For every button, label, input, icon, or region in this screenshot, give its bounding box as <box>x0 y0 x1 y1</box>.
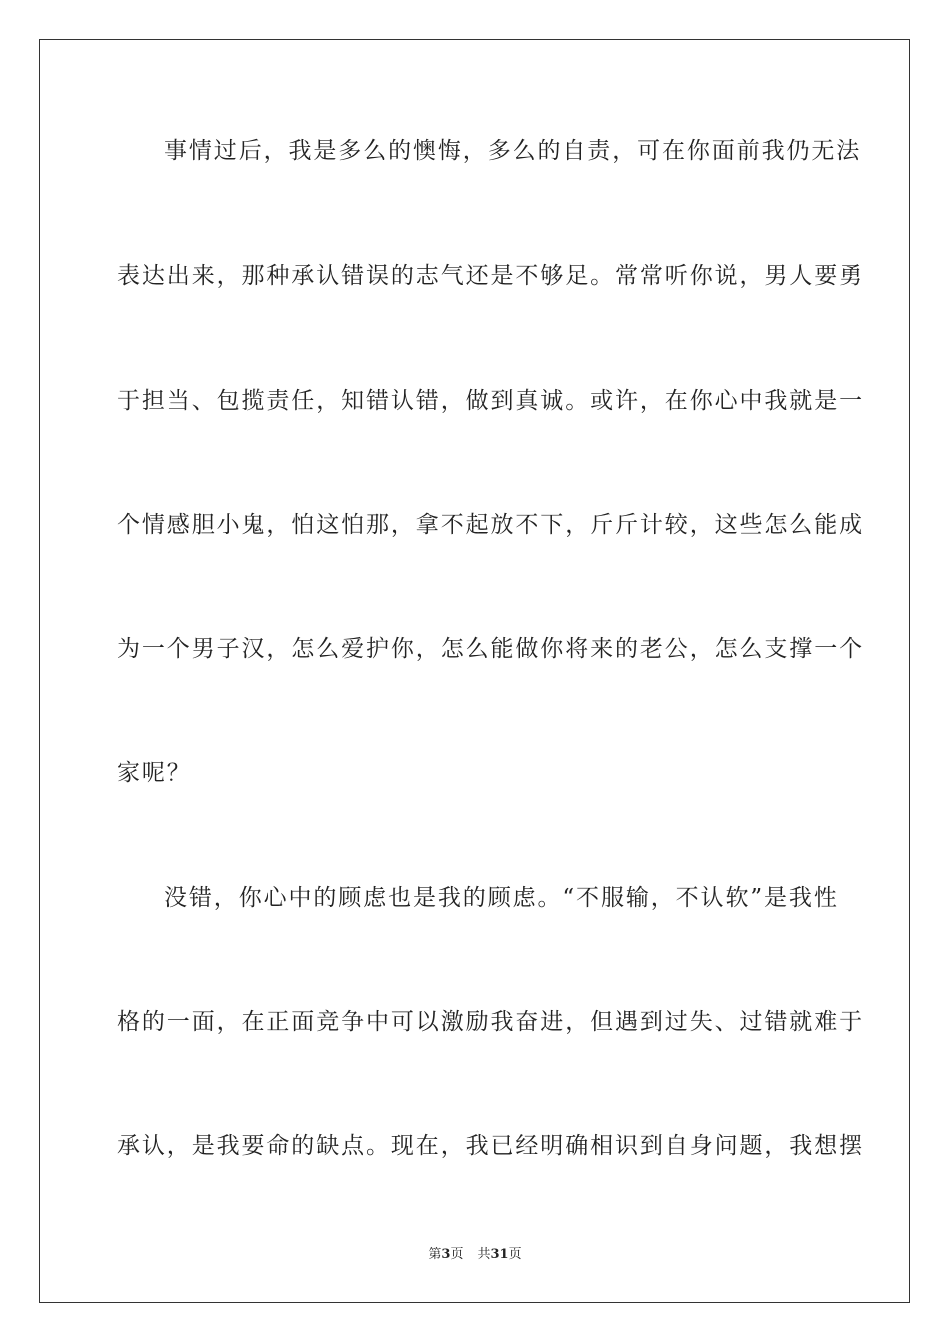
total-prefix: 共 <box>477 1247 491 1262</box>
text-line: 家呢？ <box>117 760 192 786</box>
text-line: 为一个男子汉，怎么爱护你，怎么能做你将来的老公，怎么支撑一个 <box>117 636 864 662</box>
page-border <box>39 39 910 1303</box>
text-line: 格的一面，在正面竞争中可以激励我奋进，但遇到过失、过错就难于 <box>117 1009 864 1035</box>
text-line: 表达出来，那种承认错误的志气还是不够足。常常听你说，男人要勇 <box>117 263 864 289</box>
text-line: 于担当、包揽责任，知错认错，做到真诚。或许，在你心中我就是一 <box>117 388 864 414</box>
text-line: 事情过后，我是多么的懊悔，多么的自责，可在你面前我仍无法 <box>164 138 862 164</box>
text-line: 个情感胆小鬼，怕这怕那，拿不起放不下，斤斤计较，这些怎么能成 <box>117 512 864 538</box>
page-suffix: 页 <box>450 1247 464 1262</box>
page-prefix: 第 <box>428 1247 442 1262</box>
total-pages: 31 <box>490 1247 509 1262</box>
text-line: 没错，你心中的顾虑也是我的顾虑。“不服输，不认软”是我性 <box>164 885 839 911</box>
total-suffix: 页 <box>508 1247 522 1262</box>
page-number: 3 <box>441 1247 451 1262</box>
page-footer <box>0 1246 950 1264</box>
text-line: 承认，是我要命的缺点。现在，我已经明确相识到自身问题，我想摆 <box>117 1133 864 1159</box>
